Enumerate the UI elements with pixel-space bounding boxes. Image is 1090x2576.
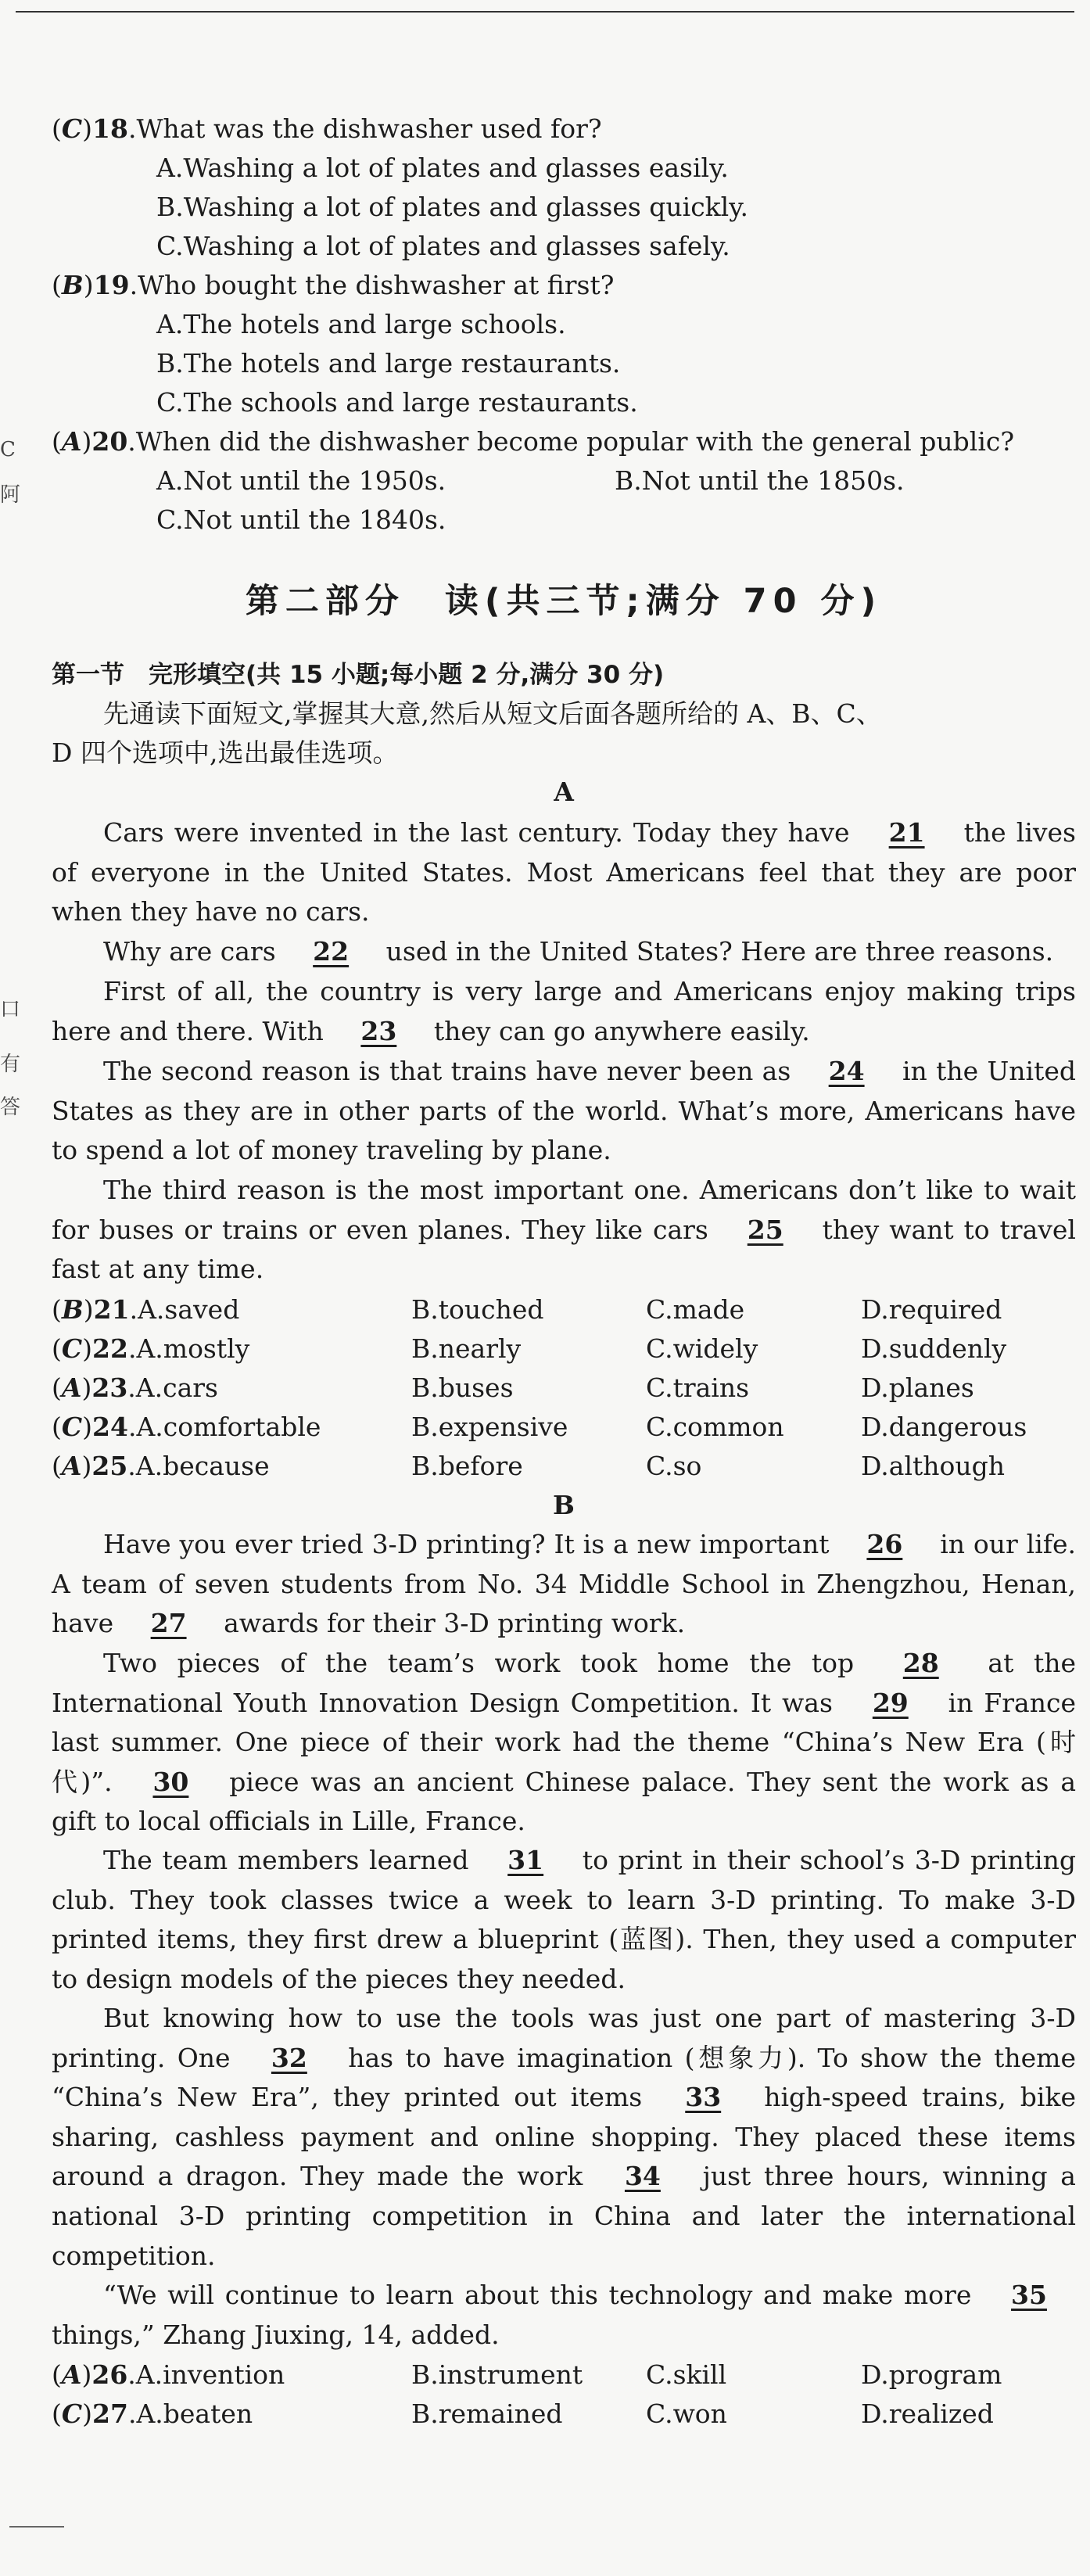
option-c: C.won <box>646 2398 727 2429</box>
question-number: 20 <box>91 426 128 457</box>
question-number: 21 <box>93 1294 130 1325</box>
blank-27: 27 <box>150 1608 187 1639</box>
question-18: (C)18.What was the dishwasher used for? <box>52 113 602 144</box>
answer-mark: C <box>61 1333 83 1364</box>
option-c: C.trains <box>646 1372 750 1403</box>
option-c: C.made <box>646 1294 745 1325</box>
margin-fragment: 答 <box>0 1096 21 1119</box>
text: The third reason is the most important one. Americans don’t like to wait for buses or trains or even planes. They like cars <box>52 1175 1076 1245</box>
option-d: D.dangerous <box>861 1412 1027 1442</box>
blank-28: 28 <box>902 1648 939 1678</box>
passage-a-para-2 <box>52 932 1076 972</box>
option-a: A.invention <box>135 2359 285 2390</box>
question-number: 25 <box>91 1451 128 1481</box>
option-b: B.nearly <box>411 1333 522 1364</box>
option-line: C.Not until the 1840s. <box>156 504 446 535</box>
blank-26: 26 <box>866 1529 903 1559</box>
option-b: B.instrument <box>411 2359 583 2390</box>
passage-a-para-3 <box>52 972 1076 1051</box>
text: things,” Zhang Jiuxing, 14, added. <box>52 2319 500 2350</box>
blank-35: 35 <box>1011 2280 1047 2310</box>
passage-a-para-4 <box>52 1052 1076 1171</box>
question-text: What was the dishwasher used for? <box>136 113 602 144</box>
blank-23: 23 <box>360 1015 397 1046</box>
option-a: A.beaten <box>136 2398 253 2429</box>
instructions-line: 先通读下面短文,掌握其大意,然后从短文后面各题所给的 A、B、C、 <box>103 698 882 729</box>
text: The team members learned <box>103 1845 479 1875</box>
option-a: A.mostly <box>136 1333 250 1364</box>
option-line: C.Washing a lot of plates and glasses safely. <box>156 231 730 261</box>
text: has to have imagination (想象力). To show the theme “China’s New Era”, they printed out items <box>52 2042 1076 2113</box>
blank-30: 30 <box>152 1766 189 1797</box>
instructions-line: D 四个选项中,选出最佳选项。 <box>52 737 399 768</box>
passage-b-letter: B <box>553 1490 575 1520</box>
option-d: D.program <box>861 2359 1002 2390</box>
option-d: D.realized <box>861 2398 994 2429</box>
margin-fragment: 阿 <box>0 483 21 507</box>
text: in our life. A team of seven students from No. 34 Middle School in Zhengzhou, Henan, have <box>52 1529 1077 1639</box>
option-line: B.Not until the 1850s. <box>615 465 905 496</box>
text: in the United States as they are in other parts of the world. What’s more, Americans have to spend a lot of money traveling by plane. <box>52 1056 1077 1166</box>
option-a: A.saved <box>138 1294 240 1325</box>
option-d: D.suddenly <box>861 1333 1007 1364</box>
option-d: D.although <box>861 1451 1006 1481</box>
text: piece was an ancient Chinese palace. They sent the work as a gift to local officials in Lille, France. <box>52 1766 1076 1837</box>
text: Have you ever tried 3-D printing? It is a new important <box>103 1529 838 1559</box>
subsection-heading: 第一节 完形填空(共 15 小题;每小题 2 分,满分 30 分) <box>52 661 665 689</box>
option-row-21: (B)21.A.saved B.touched C.made D.required <box>52 1290 1076 1329</box>
option-row-22: (C)22.A.mostly B.nearly C.widely D.suddenly <box>52 1329 1076 1369</box>
question-text: When did the dishwasher become popular with the general public? <box>135 426 1015 457</box>
answer-mark: B <box>61 270 84 300</box>
passage-a-letter: A <box>554 777 574 807</box>
answer-mark: B <box>61 1294 84 1325</box>
text: used in the United States? Here are three reasons. <box>378 936 1054 967</box>
question-number: 26 <box>91 2359 128 2390</box>
text: high-speed trains, bike sharing, cashless payment and online shopping. They placed these items around a dragon. They made the work <box>52 2082 1076 2192</box>
text: the lives of everyone in the United States. Most Americans feel that they are poor when they have no cars. <box>52 817 1076 927</box>
answer-mark: A <box>61 1451 82 1481</box>
question-20: (A)20.When did the dishwasher become popular with the general public? <box>52 426 1015 457</box>
option-b: B.remained <box>411 2398 563 2429</box>
text: Why are cars <box>103 936 285 967</box>
text: just three hours, winning a national 3-D printing competition in China and later the international competition. <box>52 2161 1076 2271</box>
option-line: C.The schools and large restaurants. <box>156 387 638 418</box>
text: First of all, the country is very large and Americans enjoy making trips here and there. With <box>52 976 1076 1046</box>
top-rule <box>16 11 1074 13</box>
section-title: 第二部分 读(共三节;满分 70 分) <box>245 582 883 621</box>
option-row-24: (C)24.A.comfortable B.expensive C.common D.dangerous <box>52 1408 1076 1447</box>
text: in France last summer. One piece of their work had the theme “China’s New Era (时代)”. <box>52 1687 1076 1797</box>
option-line: A.Not until the 1950s. <box>156 465 446 496</box>
passage-a-para-5 <box>52 1171 1076 1290</box>
answer-mark: A <box>61 2359 82 2390</box>
margin-fragment: 口 <box>0 998 21 1021</box>
question-text: Who bought the dishwasher at first? <box>138 270 615 300</box>
blank-33: 33 <box>685 2082 722 2113</box>
text: awards for their 3-D printing work. <box>215 1608 686 1639</box>
question-number: 18 <box>92 113 128 144</box>
option-line: A.Washing a lot of plates and glasses easily. <box>156 152 729 183</box>
question-number: 23 <box>91 1372 128 1403</box>
option-a: A.comfortable <box>136 1412 321 1442</box>
passage-b-para-3 <box>52 1841 1076 1999</box>
text: at the International Youth Innovation Design Competition. It was <box>52 1648 1076 1718</box>
answer-mark: C <box>61 113 83 144</box>
option-b: B.buses <box>411 1372 514 1403</box>
blank-31: 31 <box>507 1845 544 1875</box>
question-number: 24 <box>92 1412 128 1442</box>
option-c: C.common <box>646 1412 784 1442</box>
option-d: D.planes <box>861 1372 974 1403</box>
blank-22: 22 <box>313 936 350 967</box>
answer-mark: C <box>61 2398 83 2429</box>
question-number: 19 <box>93 270 130 300</box>
option-line: A.The hotels and large schools. <box>156 309 566 339</box>
answer-mark: A <box>61 426 82 457</box>
text: “We will continue to learn about this technology and make more <box>103 2280 982 2310</box>
text: they can go anywhere easily. <box>425 1015 810 1046</box>
margin-fragment: C <box>0 438 16 461</box>
option-b: B.touched <box>411 1294 544 1325</box>
option-d: D.required <box>861 1294 1002 1325</box>
option-row-26: (A)26.A.invention B.instrument C.skill D.program <box>52 2355 1076 2395</box>
passage-b-para-2 <box>52 1644 1076 1842</box>
text: Two pieces of the team’s work took home the top <box>103 1648 874 1678</box>
option-c: C.so <box>646 1451 702 1481</box>
blank-34: 34 <box>624 2161 661 2192</box>
bottom-rule <box>9 2526 64 2528</box>
option-c: C.skill <box>646 2359 727 2390</box>
blank-29: 29 <box>872 1687 909 1718</box>
option-line: B.Washing a lot of plates and glasses quickly. <box>156 192 748 222</box>
option-line: B.The hotels and large restaurants. <box>156 348 621 379</box>
option-b: B.expensive <box>411 1412 568 1442</box>
option-row-27: (C)27.A.beaten B.remained C.won D.realized <box>52 2395 1076 2434</box>
option-c: C.widely <box>646 1333 758 1364</box>
blank-21: 21 <box>888 817 925 848</box>
text: Cars were invented in the last century. Today they have <box>103 817 860 848</box>
option-row-25: (A)25.A.because B.before C.so D.although <box>52 1447 1076 1486</box>
passage-b-para-5 <box>52 2276 1076 2355</box>
blank-32: 32 <box>271 2042 307 2073</box>
option-row-23: (A)23.A.cars B.buses C.trains D.planes <box>52 1369 1076 1408</box>
text: The second reason is that trains have never been as <box>103 1056 800 1086</box>
option-a: A.because <box>135 1451 270 1481</box>
question-number: 22 <box>92 1333 128 1364</box>
text: But knowing how to use the tools was just one part of mastering 3-D printing. One <box>52 2003 1076 2073</box>
answer-mark: C <box>61 1412 83 1442</box>
question-number: 27 <box>92 2398 128 2429</box>
passage-b-para-1 <box>52 1525 1076 1644</box>
question-19: (B)19.Who bought the dishwasher at first? <box>52 270 615 300</box>
answer-mark: A <box>61 1372 82 1403</box>
text: they want to travel fast at any time. <box>52 1214 1076 1285</box>
blank-25: 25 <box>747 1214 783 1245</box>
margin-fragment: 有 <box>0 1053 21 1076</box>
passage-a-para-1 <box>52 813 1076 932</box>
blank-24: 24 <box>828 1056 865 1086</box>
text: to print in their school’s 3-D printing club. They took classes twice a week to learn 3-D printing. To make 3-D printed items, they first drew a blueprint (蓝图). Then, they used a computer to design models of the pieces they needed. <box>52 1845 1076 1994</box>
option-b: B.before <box>411 1451 523 1481</box>
passage-b-para-4 <box>52 1999 1076 2276</box>
option-a: A.cars <box>135 1372 218 1403</box>
